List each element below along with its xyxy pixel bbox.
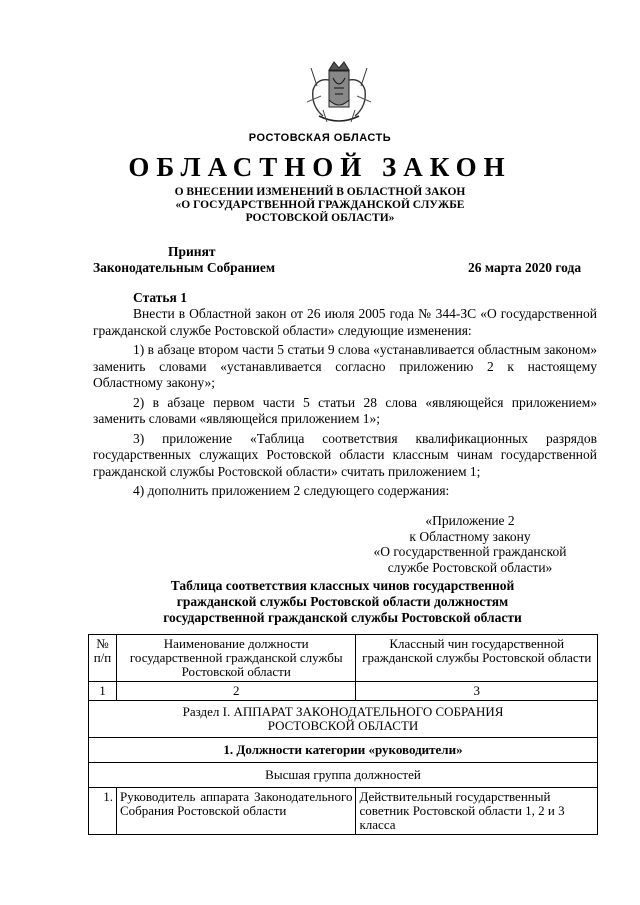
caption-line: гражданской службы Ростовской области должностям [176,594,509,609]
appendix-line: «Приложение 2 [425,513,515,528]
article-title: Статья 1 [133,290,187,305]
paragraph: 1) в абзаце втором части 5 статьи 9 слова «устанавливается областным законом» заменить словами «устанавливается согласно приложению 2 к настоящему Областному закону»; [93,342,597,390]
article-body [93,306,597,500]
document-type-title: ОБЛАСТНОЙ ЗАКОН [128,152,512,182]
ranks-table [88,634,598,835]
section-row [89,701,598,738]
header-number: № п/п [89,635,117,682]
appendix-line: «О государственной гражданской [373,544,567,559]
caption-line: государственной гражданской службы Ростовской области [163,610,522,625]
column-number: 1 [89,682,117,701]
column-number: 2 [116,682,356,701]
coat-of-arms-emblem [303,56,375,128]
category-row [89,738,598,763]
category-heading: 1. Должности категории «руководители» [89,738,598,763]
paragraph: 2) в абзаце первом части 5 статьи 28 слова «являющейся приложением» заменить словами «являющейся приложением 1»; [93,394,597,426]
header-position: Наименование должности государственной гражданской службы Ростовской области [116,635,356,682]
section-heading: Раздел I. АППАРАТ ЗАКОНОДАТЕЛЬНОГО СОБРАНИЯ РОСТОВСКОЙ ОБЛАСТИ [89,701,598,738]
caption-line: Таблица соответствия классных чинов государственной [170,578,515,593]
subtitle-line: РОСТОВСКОЙ ОБЛАСТИ» [245,212,395,224]
appendix-line: службе Ростовской области» [387,559,553,575]
paragraph: 3) приложение «Таблица соответствия квалификационных разрядов государственных служащих Ростовской области классным чинам государственной гражданской службы Ростовской области» считать приложением 1; [93,430,597,479]
group-heading: Высшая группа должностей [89,763,598,788]
paragraph: 4) дополнить приложением 2 следующего содержания: [133,483,450,498]
adopted-by: Законодательным Собранием [93,260,276,275]
subtitle-line: «О ГОСУДАРСТВЕННОЙ ГРАЖДАНСКОЙ СЛУЖБЕ [175,199,465,211]
column-number-row [89,682,598,701]
column-number: 3 [356,682,598,701]
row-rank: Действительный государственный советник Ростовской области 1, 2 и 3 класса [356,788,598,835]
appendix-line: к Областному закону [409,528,531,544]
row-number: 1. [89,788,117,835]
group-row [89,763,598,788]
paragraph: Внести в Областной закон от 26 июля 2005 года № 344-ЗС «О государственной гражданской службе Ростовской области» следующие изменения: [93,306,597,338]
table-caption [90,578,595,626]
row-position: Руководитель аппарата Законодательного Собрания Ростовской области [116,788,356,835]
table-header-row [89,635,598,682]
table-row [89,788,598,835]
appendix-reference [355,513,585,575]
adopted-label: Принят [168,244,216,259]
law-subtitle [0,186,640,225]
adoption-date: 26 марта 2020 года [468,260,582,275]
subtitle-line: О ВНЕСЕНИИ ИЗМЕНЕНИЙ В ОБЛАСТНОЙ ЗАКОН [174,186,466,198]
region-name: РОСТОВСКАЯ ОБЛАСТЬ [248,132,392,144]
header-rank: Классный чин государственной гражданской службы Ростовской области [356,635,598,682]
